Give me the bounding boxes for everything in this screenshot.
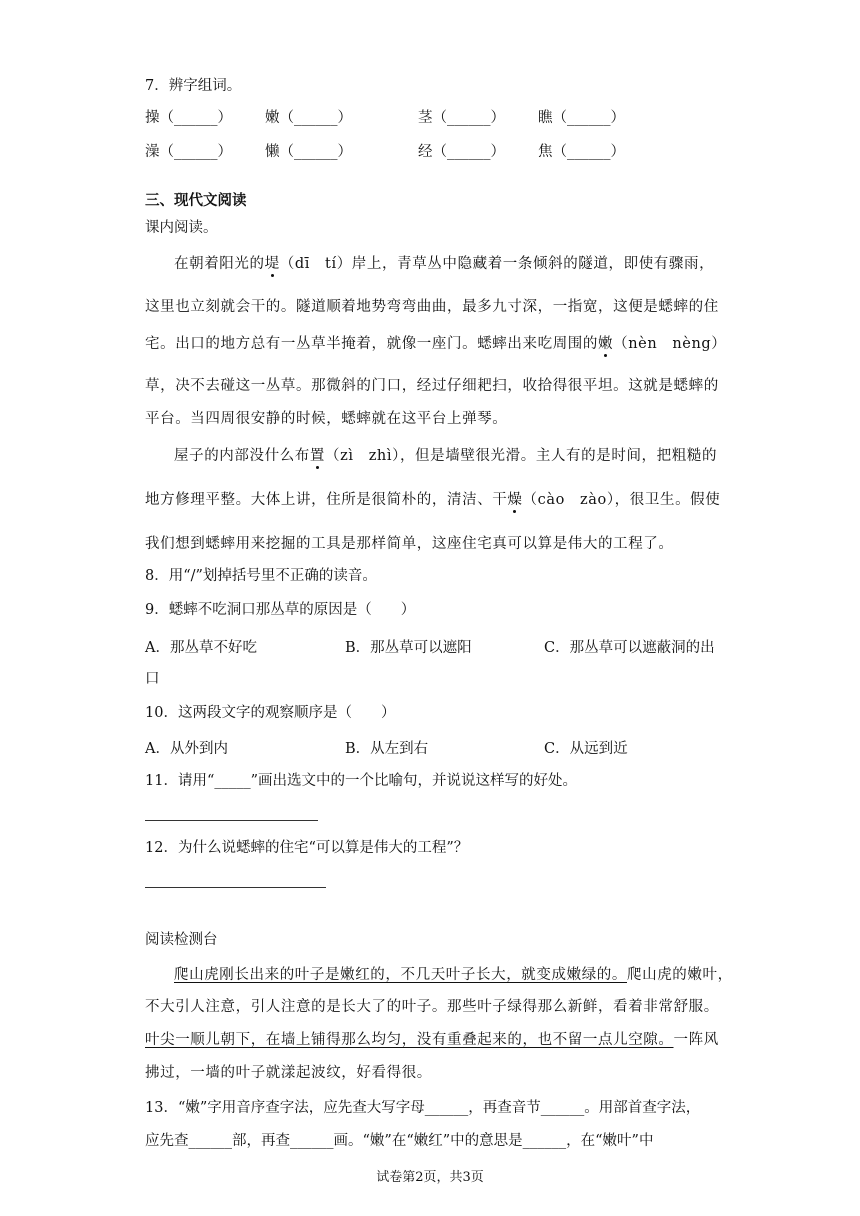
q7-r1-c1: 操（______） (145, 110, 232, 126)
section-subheading: 课内阅读。 (145, 220, 218, 236)
q10-option-a: A．从外到内 (145, 741, 228, 757)
q7-r1-c4: 瞧（______） (538, 110, 625, 126)
reading2-title: 阅读检测台 (145, 932, 218, 948)
passage1-line6: 屋子的内部没什么布置（zì zhì），但是墙壁很光滑。主人有的是时间，把粗糙的 (174, 448, 718, 464)
q7-r2-c4: 焦（______） (538, 144, 625, 160)
reading2-line3: 叶尖一顺儿朝下，在墙上铺得那么均匀，没有重叠起来的，也不留一点儿空隙。一阵风 (145, 1032, 719, 1048)
passage1-line7: 地方修理平整。大体上讲，住所是很简朴的，清洁、干燥（cào zào），很卫生。假使 (145, 492, 721, 508)
q12-text: 12．为什么说蟋蟀的住宅“可以算是伟大的工程”？ (145, 840, 469, 856)
passage1-line3: 宅。出口的地方总有一丛草半掩着，就像一座门。蟋蟀出来吃周围的嫩（nèn nèng） (145, 336, 727, 352)
section-heading: 三、现代文阅读 (145, 192, 247, 209)
reading2-line1: 爬山虎刚长出来的叶子是嫩红的，不几天叶子长大，就变成嫩绿的。爬山虎的嫩叶， (174, 967, 733, 983)
q10-option-b: B．从左到右 (345, 741, 429, 757)
reading2-line2: 不大引人注意，引人注意的是长大了的叶子。那些叶子绿得那么新鲜，看着非常舒服。 (145, 999, 719, 1015)
q7-title: 7．辨字组词。 (145, 78, 242, 94)
q9-option-b: B．那丛草可以遮阳 (345, 640, 472, 656)
q7-r2-c2: 懒（______） (265, 144, 352, 160)
q8-text: 8．用“/”划掉括号里不正确的读音。 (145, 568, 377, 584)
q11-answer-line[interactable] (145, 820, 318, 821)
q7-r2-c3: 经（______） (418, 144, 505, 160)
q9-text: 9．蟋蟀不吃洞口那丛草的原因是（ ） (145, 602, 416, 618)
q7-r1-c2: 嫩（______） (265, 110, 352, 126)
q12-answer-line[interactable] (145, 887, 326, 888)
passage1-line5: 平台。当四周很安静的时候，蟋蟀就在这平台上弹琴。 (145, 411, 508, 427)
passage1-line2: 这里也立刻就会干的。隧道顺着地势弯弯曲曲，最多九寸深，一指宽，这便是蟋蟀的住 (145, 299, 719, 315)
page-footer: 试卷第2页，共3页 (376, 1170, 484, 1185)
passage1-line4: 草，决不去碰这一丛草。那微斜的门口，经过仔细耙扫，收拾得很平坦。这就是蟋蟀的 (145, 378, 719, 394)
passage1-line1: 在朝着阳光的堤（dī tí）岸上，青草丛中隐藏着一条倾斜的隧道，即使有骤雨， (174, 256, 715, 272)
q13-line2: 应先查______部，再查______画。“嫩”在“嫩红”中的意思是______，在“嫩叶”中 (145, 1133, 654, 1149)
q9-option-c-cont: 口 (145, 671, 160, 687)
reading2-line4: 拂过，一墙的叶子就漾起波纹，好看得很。 (145, 1065, 432, 1081)
q9-option-a: A．那丛草不好吃 (145, 640, 257, 656)
q10-text: 10．这两段文字的观察顺序是（ ） (145, 705, 396, 721)
q10-option-c: C．从远到近 (544, 741, 628, 757)
q9-option-c: C．那丛草可以遮蔽洞的出 (544, 640, 715, 656)
q7-r1-c3: 茎（______） (418, 110, 505, 126)
q7-r2-c1: 澡（______） (145, 144, 232, 160)
q13-line1: 13．“嫩”字用音序查字法，应先查大写字母______，再查音节______。用部首查字法， (145, 1100, 701, 1116)
passage1-line8: 我们想到蟋蟀用来挖掘的工具是那样简单，这座住宅真可以算是伟大的工程了。 (145, 536, 674, 552)
q11-text: 11．请用“_____”画出选文中的一个比喻句，并说说这样写的好处。 (145, 773, 578, 789)
